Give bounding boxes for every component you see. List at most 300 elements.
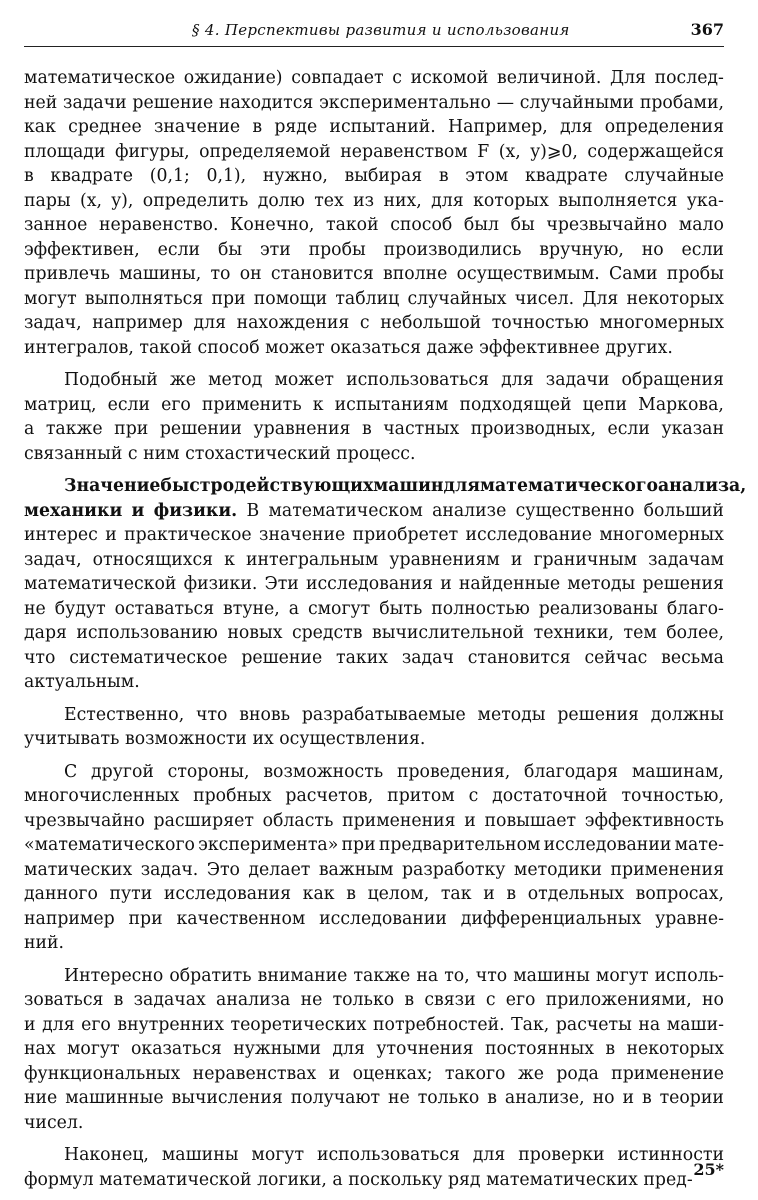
word: эффективность bbox=[584, 810, 724, 831]
word: даже bbox=[426, 337, 474, 358]
word: расчетов, bbox=[285, 786, 374, 806]
word: пары bbox=[24, 190, 71, 211]
word: рода bbox=[556, 1063, 599, 1084]
word: и bbox=[622, 1088, 634, 1108]
text-line bbox=[24, 1143, 724, 1168]
word: неравенство. bbox=[99, 215, 219, 235]
word: методики bbox=[513, 859, 603, 880]
paragraph bbox=[24, 66, 724, 360]
word: занное bbox=[24, 215, 88, 235]
word: же bbox=[517, 1063, 544, 1084]
word: пути bbox=[109, 884, 153, 904]
word: искомой bbox=[410, 68, 489, 88]
word: в bbox=[487, 1088, 497, 1108]
word: применения bbox=[342, 810, 456, 831]
word: втуне, bbox=[223, 598, 280, 619]
word: случайные bbox=[624, 166, 724, 186]
word: если bbox=[107, 394, 150, 415]
word: должны bbox=[650, 704, 724, 725]
word: могут bbox=[595, 965, 649, 986]
word: приобретет bbox=[352, 525, 459, 545]
word: (x, bbox=[498, 141, 521, 162]
word: но bbox=[592, 1088, 615, 1108]
word: интегральным bbox=[245, 549, 379, 570]
word: в bbox=[113, 990, 124, 1010]
word: машины, bbox=[119, 264, 202, 284]
word: в bbox=[404, 990, 415, 1010]
word: притом bbox=[387, 786, 455, 806]
word: как bbox=[302, 884, 335, 904]
word: в bbox=[605, 1039, 616, 1059]
word: матических bbox=[24, 859, 133, 880]
page-number: 367 bbox=[690, 20, 724, 39]
word: полностью bbox=[431, 598, 530, 619]
word: практическое bbox=[124, 525, 252, 545]
word: исследования bbox=[163, 884, 291, 904]
word: также bbox=[353, 965, 411, 986]
word: не bbox=[300, 990, 323, 1010]
word: такого bbox=[444, 1063, 506, 1084]
word: чрезвычайно bbox=[546, 215, 668, 235]
running-title: § 4. Перспективы развития и использования bbox=[192, 21, 570, 39]
word: реализованы bbox=[538, 598, 658, 619]
word: небольшой bbox=[380, 313, 482, 333]
word: площади bbox=[24, 141, 106, 162]
word: способ bbox=[390, 215, 453, 235]
word: задач bbox=[401, 647, 454, 668]
word: достаточной bbox=[492, 786, 608, 806]
word: для bbox=[501, 370, 534, 390]
word: и bbox=[464, 810, 476, 831]
word: разработку bbox=[401, 859, 506, 880]
word: логики, bbox=[257, 1169, 327, 1190]
word: систематическое bbox=[69, 647, 228, 668]
word: могут bbox=[251, 1145, 305, 1165]
word: нахождения bbox=[236, 313, 350, 333]
word: чрезвычайно bbox=[24, 810, 145, 831]
word: его bbox=[81, 1014, 111, 1035]
word: фигуры, bbox=[115, 141, 190, 162]
word: сейчас bbox=[584, 647, 648, 668]
word: Наконец, bbox=[64, 1145, 149, 1165]
word: пробы bbox=[308, 239, 366, 260]
word: осуществления. bbox=[279, 729, 426, 749]
word: квадрате bbox=[525, 166, 608, 186]
text-line bbox=[24, 760, 724, 785]
word: при bbox=[211, 288, 246, 309]
word: решении bbox=[159, 419, 242, 439]
word: таблиц bbox=[335, 288, 400, 309]
word: находится bbox=[219, 92, 314, 113]
word: ним bbox=[143, 443, 180, 464]
word: целом, bbox=[367, 884, 430, 904]
text-line bbox=[24, 858, 724, 883]
word: чисел. bbox=[24, 1112, 84, 1133]
word: если bbox=[681, 239, 724, 260]
word: и bbox=[328, 1063, 341, 1084]
word: и bbox=[440, 574, 452, 594]
word: Подобный bbox=[64, 370, 158, 390]
word: послед- bbox=[654, 68, 724, 88]
text-line bbox=[24, 1086, 724, 1111]
word: оставаться bbox=[114, 598, 215, 619]
word: анализе bbox=[432, 500, 507, 521]
word: многомерных bbox=[599, 313, 724, 333]
word: пред- bbox=[643, 1169, 693, 1190]
word: Сами bbox=[609, 264, 658, 284]
word: в bbox=[361, 419, 372, 439]
word: эффективнее bbox=[479, 337, 600, 358]
word: некоторых bbox=[626, 1039, 724, 1059]
word: определяемой bbox=[199, 141, 331, 162]
word: осуществимым. bbox=[456, 264, 600, 284]
word: для bbox=[559, 117, 593, 137]
word: такой bbox=[139, 337, 192, 358]
word: повышает bbox=[484, 810, 577, 831]
text-line bbox=[24, 988, 724, 1013]
text-line bbox=[24, 238, 724, 263]
word: пробы bbox=[666, 264, 724, 284]
word: из bbox=[353, 190, 375, 211]
word: бы bbox=[510, 215, 535, 235]
word: эксперимента» bbox=[198, 835, 339, 855]
word: не bbox=[24, 598, 46, 619]
word: так bbox=[440, 884, 472, 904]
word: актуальным. bbox=[24, 672, 140, 692]
word: точностью, bbox=[621, 786, 724, 806]
word: дифференциальных bbox=[460, 908, 642, 929]
word: эти bbox=[259, 239, 291, 260]
word: задачи bbox=[545, 370, 610, 390]
word: на bbox=[416, 965, 439, 986]
word: связи bbox=[424, 990, 476, 1010]
text-line bbox=[24, 964, 724, 989]
paragraph bbox=[24, 368, 724, 466]
word: теории bbox=[659, 1088, 724, 1108]
word: что bbox=[24, 647, 56, 668]
word: исследование bbox=[465, 525, 592, 545]
word: оказаться bbox=[131, 1039, 222, 1059]
word: цепи bbox=[582, 394, 628, 415]
word: например bbox=[24, 908, 115, 929]
word: подходящей bbox=[459, 394, 572, 415]
word: с bbox=[485, 990, 496, 1010]
word: Эти bbox=[264, 574, 299, 594]
word: другой bbox=[91, 761, 154, 782]
word: как bbox=[24, 117, 56, 137]
text-line bbox=[24, 703, 724, 728]
word: граничным bbox=[533, 549, 638, 570]
text-line bbox=[24, 1037, 724, 1062]
word: для bbox=[472, 1145, 506, 1165]
word: вычислительной bbox=[371, 623, 525, 643]
text-line bbox=[24, 1013, 724, 1038]
word: становится bbox=[270, 264, 374, 284]
word: для bbox=[193, 313, 226, 333]
word: ряд bbox=[447, 1169, 481, 1190]
word: истинности bbox=[617, 1145, 724, 1165]
word: других. bbox=[605, 337, 673, 358]
word: помощи bbox=[253, 288, 328, 309]
word: благо- bbox=[666, 598, 724, 619]
word: больший bbox=[643, 500, 724, 521]
word: на bbox=[638, 1014, 661, 1035]
text-line bbox=[24, 164, 724, 189]
word: (0,1; bbox=[149, 166, 190, 186]
word: предварительном bbox=[378, 835, 541, 855]
word: проверки bbox=[518, 1145, 605, 1165]
word: будут bbox=[54, 598, 106, 619]
word: машин bbox=[373, 476, 444, 496]
word: их bbox=[252, 729, 274, 749]
word: производились bbox=[383, 239, 522, 260]
word: становится bbox=[467, 647, 571, 668]
word: в bbox=[252, 117, 263, 137]
word: более, bbox=[666, 623, 724, 643]
text-line bbox=[24, 523, 724, 548]
word: делает bbox=[248, 859, 311, 880]
word: с bbox=[392, 68, 402, 88]
paragraph bbox=[24, 1143, 724, 1192]
word: при bbox=[114, 419, 149, 439]
word: получают bbox=[290, 1088, 381, 1108]
word: Естественно, bbox=[64, 704, 185, 725]
word: учитывать bbox=[24, 729, 120, 749]
word: расчеты bbox=[555, 1014, 632, 1035]
word: его bbox=[161, 394, 191, 415]
word: может bbox=[265, 337, 325, 358]
text-line bbox=[24, 189, 724, 214]
word: отдельных bbox=[527, 884, 624, 904]
word: y)⩾0, bbox=[530, 141, 578, 162]
text-line bbox=[24, 311, 724, 336]
word: решения bbox=[557, 704, 639, 725]
word: частных bbox=[383, 419, 460, 439]
word: к bbox=[312, 394, 324, 415]
text-line bbox=[24, 442, 724, 467]
word: исследования bbox=[305, 574, 434, 594]
paragraph bbox=[24, 760, 724, 956]
word: с bbox=[127, 443, 138, 464]
word: то bbox=[210, 264, 231, 284]
word: был bbox=[463, 215, 500, 235]
word: для bbox=[332, 1039, 365, 1059]
word: тем bbox=[623, 623, 657, 643]
word: для bbox=[42, 1014, 75, 1035]
word: найденные bbox=[458, 574, 561, 594]
word: данного bbox=[24, 884, 98, 904]
word: выполняется bbox=[558, 190, 678, 211]
word: содержащейся bbox=[587, 141, 724, 162]
word: при bbox=[128, 908, 163, 929]
word: ука- bbox=[686, 190, 724, 211]
word: метод bbox=[208, 370, 263, 390]
text-line bbox=[24, 784, 724, 809]
text-line bbox=[24, 931, 724, 956]
text-line bbox=[24, 882, 724, 907]
word: случайными bbox=[519, 92, 635, 113]
word: матриц, bbox=[24, 394, 97, 415]
word: привлечь bbox=[24, 264, 110, 284]
word: неравенствах bbox=[192, 1063, 317, 1084]
word: (x, bbox=[80, 190, 103, 211]
word: В bbox=[246, 500, 260, 521]
word: область bbox=[262, 810, 334, 831]
word: возможность bbox=[263, 761, 384, 782]
word: уравнения bbox=[253, 419, 351, 439]
word: внимание bbox=[257, 965, 348, 986]
word: мате- bbox=[674, 835, 724, 855]
word: не bbox=[388, 1088, 410, 1108]
word: некоторых bbox=[626, 288, 724, 309]
word: интегралов, bbox=[24, 337, 134, 358]
body-text bbox=[24, 66, 747, 1192]
text-line bbox=[24, 646, 724, 671]
word: применения bbox=[610, 859, 724, 880]
running-head bbox=[24, 12, 724, 47]
word: функциональных bbox=[24, 1063, 181, 1084]
word: даря bbox=[24, 623, 67, 643]
word: и bbox=[510, 549, 523, 570]
word: задач, bbox=[24, 549, 82, 570]
word: испытаний. bbox=[329, 117, 436, 137]
word: в bbox=[438, 166, 449, 186]
word: поскольку bbox=[348, 1169, 443, 1190]
word: Например, bbox=[448, 117, 548, 137]
word: внутренних bbox=[117, 1014, 224, 1035]
word: также bbox=[45, 419, 103, 439]
word: использоваться bbox=[316, 1145, 460, 1165]
word: нужными bbox=[233, 1039, 322, 1059]
text-line bbox=[24, 140, 724, 165]
word: разрабатываемые bbox=[301, 704, 466, 725]
word: же bbox=[169, 370, 196, 390]
text-line bbox=[24, 548, 724, 573]
word: к bbox=[224, 549, 235, 570]
word: математическом bbox=[268, 500, 423, 521]
word: Маркова, bbox=[638, 394, 724, 415]
word: решение bbox=[132, 92, 214, 113]
word: точностью bbox=[491, 313, 589, 333]
word: применение bbox=[611, 1063, 724, 1084]
text-line bbox=[24, 597, 724, 622]
word: определить bbox=[142, 190, 249, 211]
word: качественном bbox=[176, 908, 306, 929]
word: случайных bbox=[407, 288, 507, 309]
word: вопросах, bbox=[635, 884, 724, 904]
word: исследовании bbox=[319, 908, 447, 929]
word: уравне- bbox=[655, 908, 724, 929]
word: многомерных bbox=[599, 525, 724, 545]
word: только bbox=[417, 1088, 480, 1108]
word: с bbox=[468, 786, 479, 806]
word: то, bbox=[444, 965, 470, 986]
text-line bbox=[24, 336, 724, 361]
word: — bbox=[496, 92, 514, 113]
word: решение bbox=[241, 647, 323, 668]
word: указан bbox=[661, 419, 724, 439]
signature-mark: 25* bbox=[693, 1160, 724, 1179]
word: бы bbox=[217, 239, 243, 260]
word: С bbox=[64, 761, 78, 782]
word: ней bbox=[24, 92, 58, 113]
word: оценках; bbox=[352, 1063, 433, 1084]
word: них, bbox=[383, 190, 422, 211]
word: уравнениям bbox=[389, 549, 500, 570]
word: Это bbox=[206, 859, 240, 880]
word: нужно, bbox=[262, 166, 328, 186]
word: исполь- bbox=[654, 965, 724, 986]
word: Интересно bbox=[64, 965, 164, 986]
word: анализа, bbox=[657, 476, 747, 496]
word: Значение bbox=[64, 476, 161, 496]
word: расширяет bbox=[153, 810, 254, 831]
word: механики bbox=[24, 500, 123, 521]
word: постоянных bbox=[484, 1039, 594, 1059]
word: вновь bbox=[239, 704, 291, 725]
word: эффективен, bbox=[24, 239, 140, 260]
word: для bbox=[431, 190, 464, 211]
word: исследовании bbox=[543, 835, 672, 855]
text-line bbox=[24, 66, 724, 91]
text-line bbox=[24, 621, 724, 646]
word: 0,1), bbox=[206, 166, 247, 186]
word: весьма bbox=[661, 647, 724, 668]
word: выполняться bbox=[84, 288, 204, 309]
word: задачи bbox=[63, 92, 127, 113]
word: задач. bbox=[140, 859, 199, 880]
word: анализа bbox=[216, 990, 291, 1010]
word: и bbox=[131, 500, 145, 521]
word: вычисления bbox=[171, 1088, 283, 1108]
word: ний. bbox=[24, 933, 65, 953]
word: может bbox=[274, 370, 334, 390]
word: при bbox=[341, 835, 376, 855]
word: мало bbox=[678, 215, 724, 235]
word: математическое bbox=[24, 68, 176, 88]
word: значение bbox=[259, 525, 346, 545]
word: ние bbox=[24, 1088, 58, 1108]
word: величиной. bbox=[497, 68, 602, 88]
word: использованию bbox=[76, 623, 218, 643]
word: в bbox=[506, 884, 517, 904]
word: важным bbox=[318, 859, 394, 880]
word: F bbox=[477, 141, 490, 162]
word: что bbox=[196, 704, 228, 725]
word: задачам bbox=[648, 549, 724, 570]
word: чисел. bbox=[514, 288, 575, 309]
word: стохастический bbox=[185, 443, 331, 464]
word: благодаря bbox=[524, 761, 619, 782]
word: связанный bbox=[24, 443, 123, 464]
word: обратить bbox=[169, 965, 252, 986]
word: но bbox=[641, 239, 664, 260]
text-line bbox=[24, 572, 724, 597]
word: y), bbox=[111, 190, 134, 211]
word: смогут bbox=[307, 598, 371, 619]
word: машинные bbox=[65, 1088, 164, 1108]
word: быстродействующих bbox=[160, 476, 374, 496]
word: машинам, bbox=[631, 761, 724, 782]
word: методы bbox=[567, 574, 636, 594]
word: физики. bbox=[183, 574, 258, 594]
text-line bbox=[24, 91, 724, 116]
word: Так, bbox=[511, 1014, 550, 1035]
word: и bbox=[105, 525, 117, 545]
word: потребностей. bbox=[373, 1014, 505, 1035]
word: и bbox=[483, 884, 495, 904]
text-line bbox=[24, 670, 724, 695]
